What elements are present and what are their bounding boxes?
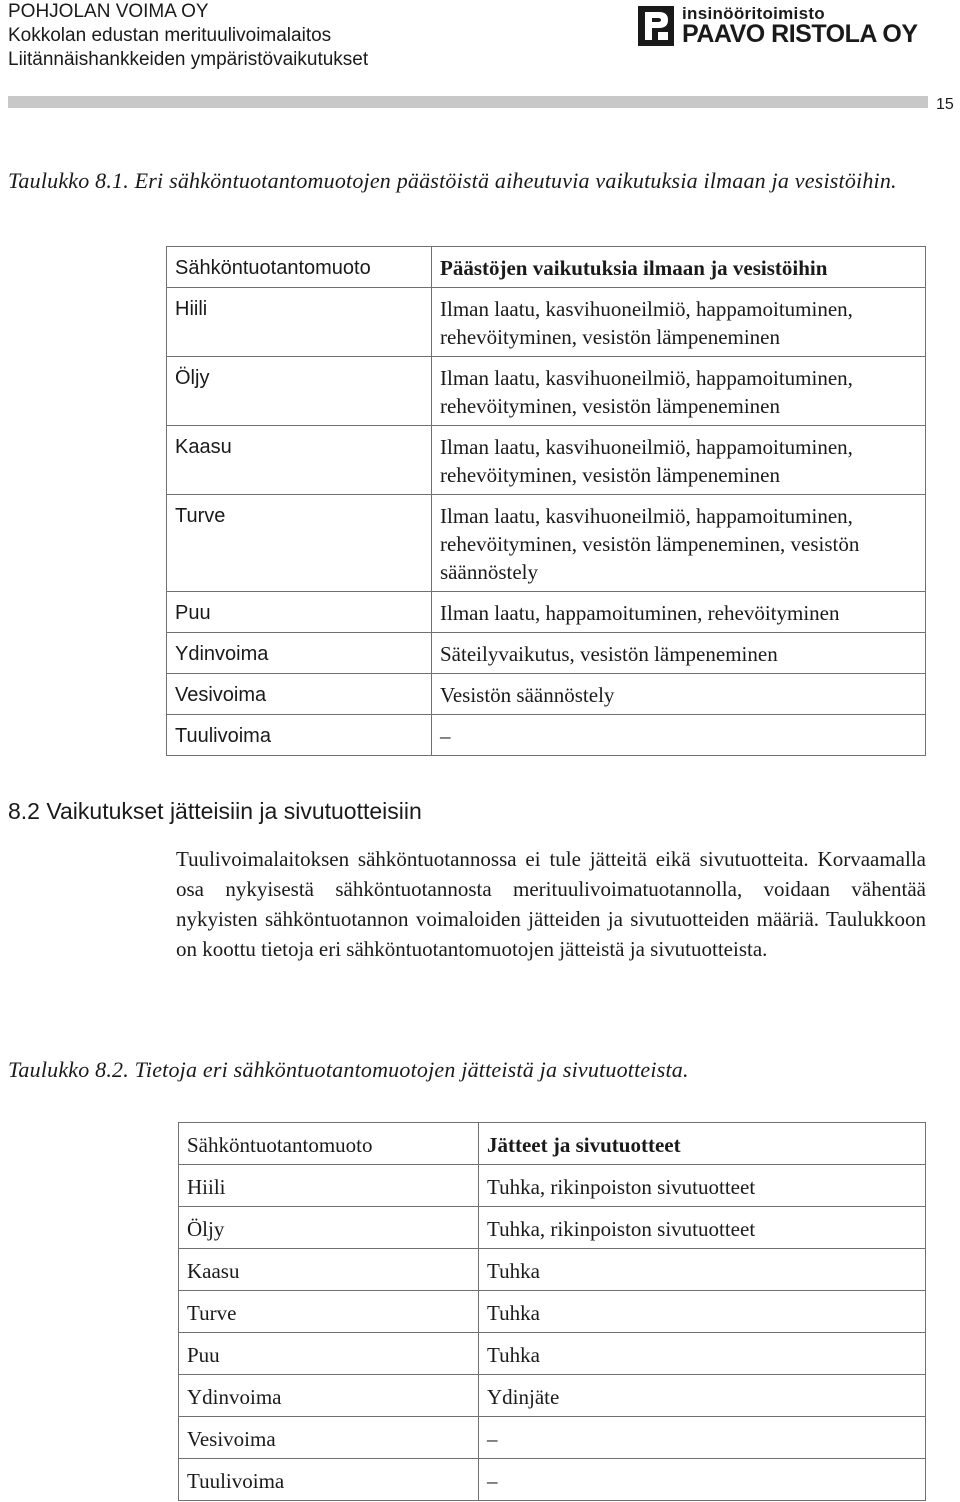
table-cell: Ilman laatu, kasvihuoneilmiö, happamoituminen, rehevöityminen, vesistön lämpeneminen, vesistön säännöstely	[432, 495, 926, 592]
table-cell: Kaasu	[167, 426, 432, 495]
table-cell: Ilman laatu, happamoituminen, rehevöityminen	[432, 592, 926, 633]
table-cell: Ydinvoima	[167, 633, 432, 674]
table-row	[167, 674, 926, 715]
table-row	[179, 1375, 926, 1417]
table-cell: Ydinvoima	[179, 1375, 479, 1417]
table-row	[179, 1333, 926, 1375]
logo-text-main: PAAVO RISTOLA OY	[682, 20, 918, 48]
logo-text-top: insinööritoimisto	[682, 4, 825, 23]
table-cell: –	[479, 1417, 926, 1459]
ristola-logo-icon	[638, 6, 674, 46]
section-heading: 8.2 Vaikutukset jätteisiin ja sivutuotteisiin	[8, 798, 422, 824]
header-project: Kokkolan edustan merituulivoimalaitos	[8, 25, 332, 46]
column-header: Sähköntuotantomuoto	[179, 1123, 479, 1165]
table-row	[167, 633, 926, 674]
table2-caption: Taulukko 8.2. Tietoja eri sähköntuotantomuotojen jätteistä ja sivutuotteista.	[8, 1057, 689, 1082]
table-cell: Tuhka	[479, 1333, 926, 1375]
table-row	[179, 1291, 926, 1333]
table-cell: Hiili	[167, 288, 432, 357]
table1-caption: Taulukko 8.1. Eri sähköntuotantomuotojen päästöistä aiheutuvia vaikutuksia ilmaan ja vesistöihin.	[8, 168, 897, 193]
table-cell: Vesivoima	[167, 674, 432, 715]
table-cell: Puu	[179, 1333, 479, 1375]
table-row	[179, 1165, 926, 1207]
document-header	[8, 0, 368, 72]
table-row	[179, 1417, 926, 1459]
table-cell: Hiili	[179, 1165, 479, 1207]
emissions-table	[166, 246, 926, 756]
table-cell: Puu	[167, 592, 432, 633]
waste-table	[178, 1122, 926, 1501]
header-subtitle: Liitännäishankkeiden ympäristövaikutukset	[8, 49, 369, 70]
table-row	[167, 288, 926, 357]
column-header: Sähköntuotantomuoto	[167, 247, 432, 288]
table-cell: Vesistön säännöstely	[432, 674, 926, 715]
table-cell: Tuhka, rikinpoiston sivutuotteet	[479, 1165, 926, 1207]
table-row	[179, 1459, 926, 1501]
header-company: POHJOLAN VOIMA OY	[8, 1, 209, 22]
company-logo	[638, 4, 928, 48]
table-cell: Säteilyvaikutus, vesistön lämpeneminen	[432, 633, 926, 674]
table-cell: Turve	[167, 495, 432, 592]
column-header: Jätteet ja sivutuotteet	[479, 1123, 926, 1165]
table-cell: Ilman laatu, kasvihuoneilmiö, happamoituminen, rehevöityminen, vesistön lämpeneminen	[432, 357, 926, 426]
table-header-row	[167, 247, 926, 288]
table-cell: Tuulivoima	[167, 715, 432, 756]
table-cell: –	[432, 715, 926, 756]
table-cell: Ilman laatu, kasvihuoneilmiö, happamoituminen, rehevöityminen, vesistön lämpeneminen	[432, 288, 926, 357]
table-cell: Ydinjäte	[479, 1375, 926, 1417]
table-row	[179, 1207, 926, 1249]
table-cell: Tuulivoima	[179, 1459, 479, 1501]
header-rule	[8, 96, 928, 108]
table-cell: Öljy	[167, 357, 432, 426]
table-row	[167, 495, 926, 592]
table-cell: Tuhka	[479, 1291, 926, 1333]
body-paragraph: Tuulivoimalaitoksen sähköntuotannossa ei tule jätteitä eikä sivutuotteita. Korvaamalla osa nykyisestä sähköntuotannosta merituulivoimatuotannolla, voidaan vähentää nykyisten sähköntuotannon voimaloiden jätteiden ja sivutuotteiden määriä. Taulukkoon on koottu tietoja eri sähköntuotantomuotojen jätteistä ja sivutuotteista.	[176, 847, 926, 961]
table-cell: Tuhka	[479, 1249, 926, 1291]
table-cell: Tuhka, rikinpoiston sivutuotteet	[479, 1207, 926, 1249]
table-row	[179, 1249, 926, 1291]
table-row	[167, 592, 926, 633]
table-header-row	[179, 1123, 926, 1165]
table-row	[167, 426, 926, 495]
table-row	[167, 357, 926, 426]
table-row	[167, 715, 926, 756]
table-cell: Öljy	[179, 1207, 479, 1249]
table-cell: Vesivoima	[179, 1417, 479, 1459]
table-cell: –	[479, 1459, 926, 1501]
column-header: Päästöjen vaikutuksia ilmaan ja vesistöihin	[432, 247, 926, 288]
table-cell: Ilman laatu, kasvihuoneilmiö, happamoituminen, rehevöityminen, vesistön lämpeneminen	[432, 426, 926, 495]
page-number: 15	[936, 96, 954, 113]
table-cell: Turve	[179, 1291, 479, 1333]
table-cell: Kaasu	[179, 1249, 479, 1291]
